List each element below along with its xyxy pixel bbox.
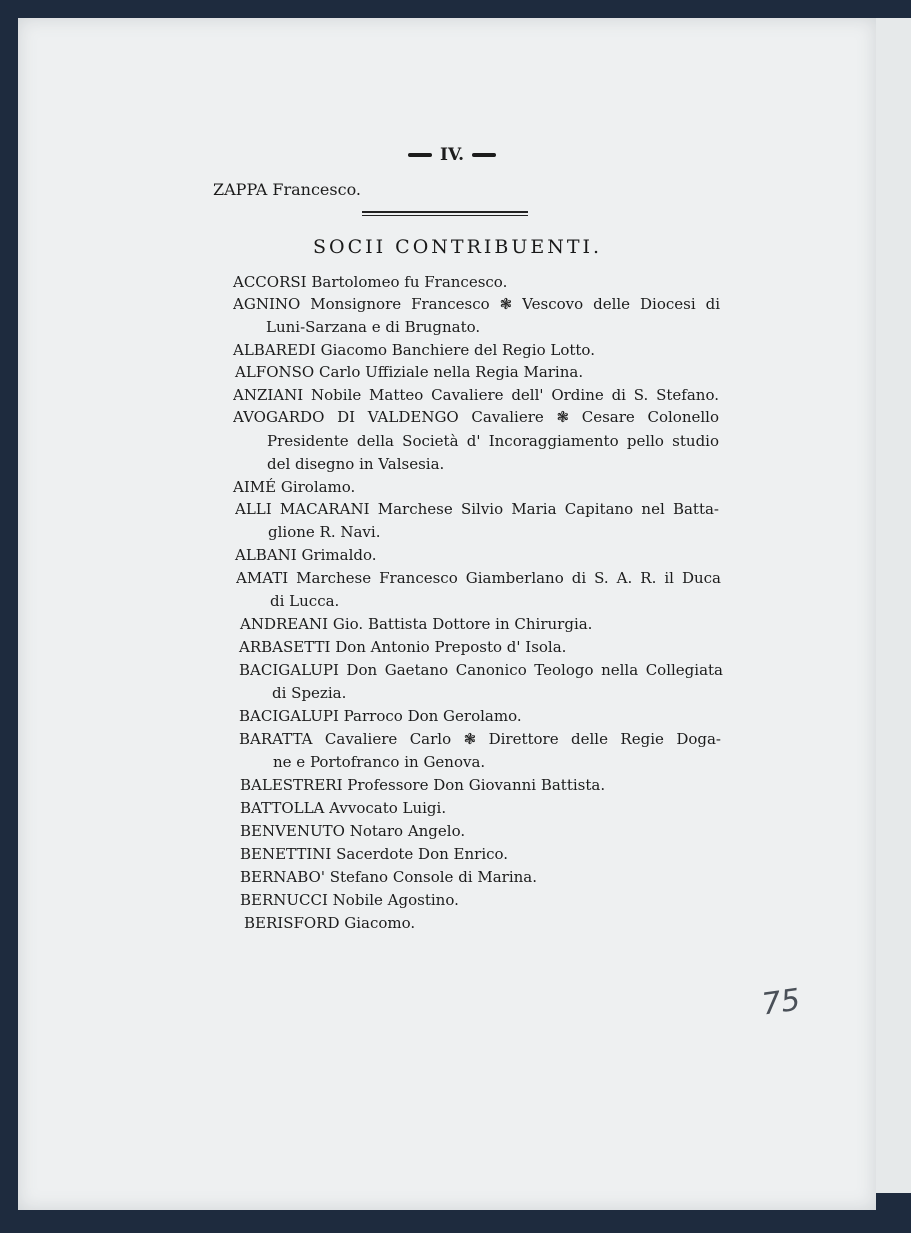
list-line: del disegno in Valsesia. (267, 455, 445, 473)
list-line: ALBANI Grimaldo. (235, 546, 377, 564)
list-line: BERNABO' Stefano Console di Marina. (240, 868, 537, 886)
list-line: ne e Portofranco in Genova. (273, 753, 486, 771)
list-line: glione R. Navi. (268, 523, 381, 541)
list-line: BACIGALUPI Parroco Don Gerolamo. (239, 707, 522, 725)
handwritten-page-number: 75 (759, 982, 803, 1023)
list-line: AMATI Marchese Francesco Giamberlano di S. A. R. il Duca (236, 569, 721, 587)
list-line: AGNINO Monsignore Francesco ❃ Vescovo delle Diocesi di (233, 295, 720, 313)
preceding-entry: ZAPPA Francesco. (213, 180, 362, 199)
list-line: BARATTA Cavaliere Carlo ❃ Direttore delle Regie Doga- (239, 730, 721, 748)
list-line: Presidente della Società d' Incoraggiamento pello studio (267, 432, 719, 450)
list-line: ANDREANI Gio. Battista Dottore in Chirurgia. (240, 615, 593, 633)
list-line: BENETTINI Sacerdote Don Enrico. (240, 845, 509, 863)
list-line: AIMÉ Girolamo. (233, 478, 356, 496)
list-line: ACCORSI Bartolomeo fu Francesco. (233, 273, 508, 291)
list-line: BALESTRERI Professore Don Giovanni Battista. (240, 776, 606, 794)
list-line: ARBASETTI Don Antonio Preposto d' Isola. (239, 638, 567, 656)
list-line: ALBAREDI Giacomo Banchiere del Regio Lotto. (233, 341, 595, 359)
list-line: Luni-Sarzana e di Brugnato. (266, 318, 481, 336)
page-header (408, 143, 496, 167)
header-left-rule (408, 153, 432, 157)
list-line: ALFONSO Carlo Uffiziale nella Regia Marina. (235, 363, 584, 381)
list-line: AVOGARDO DI VALDENGO Cavaliere ❃ Cesare Colonello (233, 408, 719, 426)
page-header-text: IV. (440, 145, 465, 165)
list-line: BERNUCCI Nobile Agostino. (240, 891, 459, 909)
list-line: di Spezia. (272, 684, 347, 702)
list-line: di Lucca. (270, 592, 340, 610)
list-line: ANZIANI Nobile Matteo Cavaliere dell' Ordine di S. Stefano. (233, 386, 719, 404)
list-line: ALLI MACARANI Marchese Silvio Maria Capitano nel Batta- (235, 500, 719, 518)
list-line: BENVENUTO Notaro Angelo. (240, 822, 466, 840)
list-line: BATTOLLA Avvocato Luigi. (240, 799, 447, 817)
header-right-rule (472, 153, 496, 157)
list-line: BACIGALUPI Don Gaetano Canonico Teologo nella Collegiata (239, 661, 723, 679)
section-title: SOCII CONTRIBUENTI. (313, 236, 603, 258)
list-line: BERISFORD Giacomo. (244, 914, 416, 932)
double-rule-divider (362, 211, 528, 218)
